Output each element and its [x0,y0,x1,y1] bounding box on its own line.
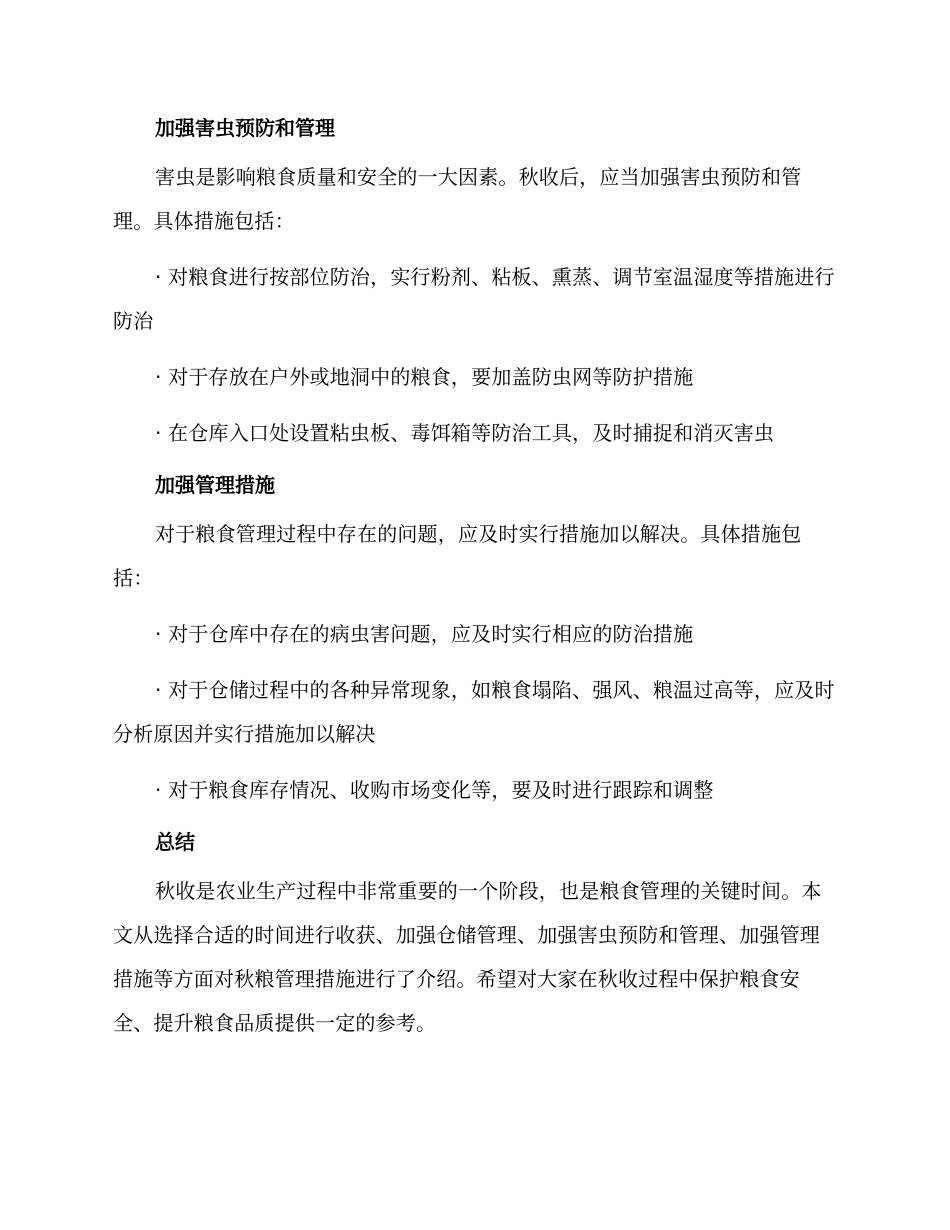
section-heading-pest-management: 加强害虫预防和管理 [155,116,335,140]
bullet-item-management-1: · 对于仓库中存在的病虫害问题，应及时实行相应的防治措施 [155,622,694,646]
bullet-item-pest-3: · 在仓库入口处设置粘虫板、毒饵箱等防治工具，及时捕捉和消灭害虫 [155,421,775,445]
bullet-item-pest-1: · 对粮食进行按部位防治，实行粉剂、粘板、熏蒸、调节室温湿度等措施进行防治 [113,265,835,333]
section-paragraph-pest-intro: 害虫是影响粮食质量和安全的一大因素。秋收后，应当加强害虫预防和管理。具体措施包括： [113,165,802,233]
section-paragraph-summary: 秋收是农业生产过程中非常重要的一个阶段，也是粮食管理的关键时间。本文从选择合适的时间进行收获、加强仓储管理、加强害虫预防和管理、加强管理措施等方面对秋粮管理措施进行了介绍。希望对大家在秋收过程中保护粮食安全、提升粮食品质提供一定的参考。 [113,879,822,1035]
section-heading-summary: 总结 [155,830,195,854]
bullet-item-pest-2: · 对于存放在户外或地洞中的粮食，要加盖防虫网等防护措施 [155,365,694,389]
bullet-item-management-2: · 对于仓储过程中的各种异常现象，如粮食塌陷、强风、粮温过高等，应及时分析原因并实行措施加以解决 [113,678,835,746]
section-heading-management-measures: 加强管理措施 [155,473,275,497]
section-paragraph-management-intro: 对于粮食管理过程中存在的问题，应及时实行措施加以解决。具体措施包括： [113,522,802,590]
document-body [113,113,835,1045]
bullet-item-management-3: · 对于粮食库存情况、收购市场变化等，要及时进行跟踪和调整 [155,778,714,802]
